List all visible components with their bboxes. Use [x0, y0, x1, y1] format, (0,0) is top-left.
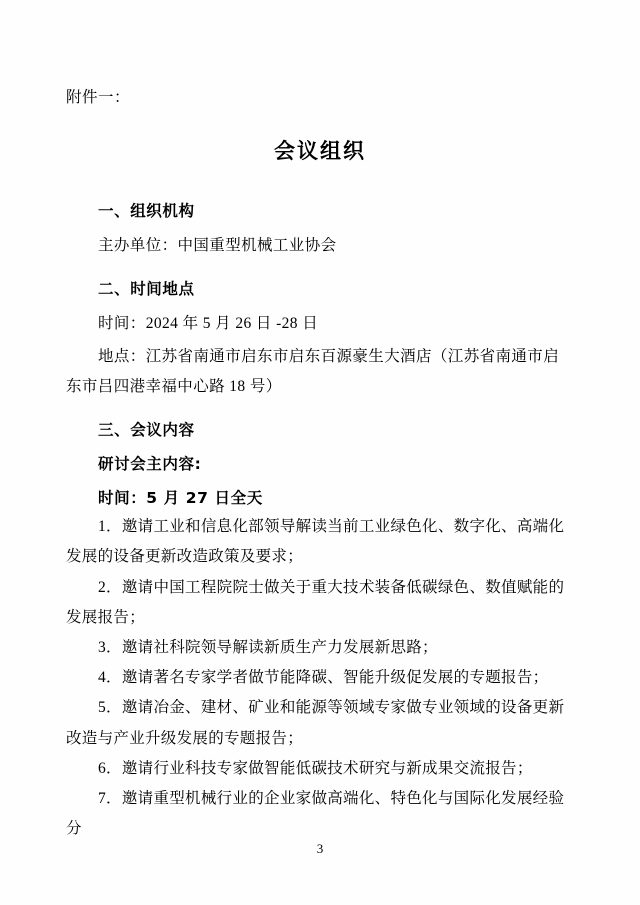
page-title: 会议组织	[274, 139, 366, 164]
list-item: 1．邀请工业和信息化部领导解读当前工业绿色化、数字化、高端化发展的设备更新改造政策及要求；	[66, 518, 565, 566]
meeting-time-line: 时间：2024 年 5 月 26 日 -28 日	[98, 315, 319, 333]
seminar-main-content-heading: 研讨会主内容:	[98, 455, 202, 474]
list-item: 3．邀请社科院领导解读新质生产力发展新思路；	[98, 639, 438, 656]
list-item: 2．邀请中国工程院院士做关于重大技术装备低碳绿色、数值赋能的发展报告；	[66, 578, 565, 626]
list-item: 7．邀请重型机械行业的企业家做高端化、特色化与国际化发展经验分	[66, 790, 565, 838]
page-number: 3	[316, 841, 324, 856]
list-item: 6．邀请行业科技专家做智能低碳技术研究与新成果交流报告；	[98, 759, 533, 777]
section-heading-content: 三、会议内容	[98, 421, 195, 440]
attachment-label: 附件一：	[66, 89, 131, 106]
section-heading-organization: 一、组织机构	[98, 202, 195, 221]
section-heading-time-place: 二、时间地点	[98, 280, 195, 299]
list-item: 4．邀请著名专家学者做节能降碳、智能升级促发展的专题报告；	[98, 669, 549, 687]
meeting-place-line: 地点：江苏省南通市启东市启东百源豪生大酒店（江苏省南通市启东市吕四港幸福中心路 18 号）	[66, 347, 560, 395]
seminar-time-line: 时间：5 月 27 日全天	[98, 489, 263, 508]
agenda-list	[66, 512, 574, 844]
list-item: 5．邀请冶金、建材、矿业和能源等领域专家做专业领域的设备更新改造与产业升级发展的专题报告；	[66, 699, 565, 747]
organizer-line: 主办单位：中国重型机械工业协会	[98, 237, 337, 255]
document-content	[66, 86, 574, 845]
